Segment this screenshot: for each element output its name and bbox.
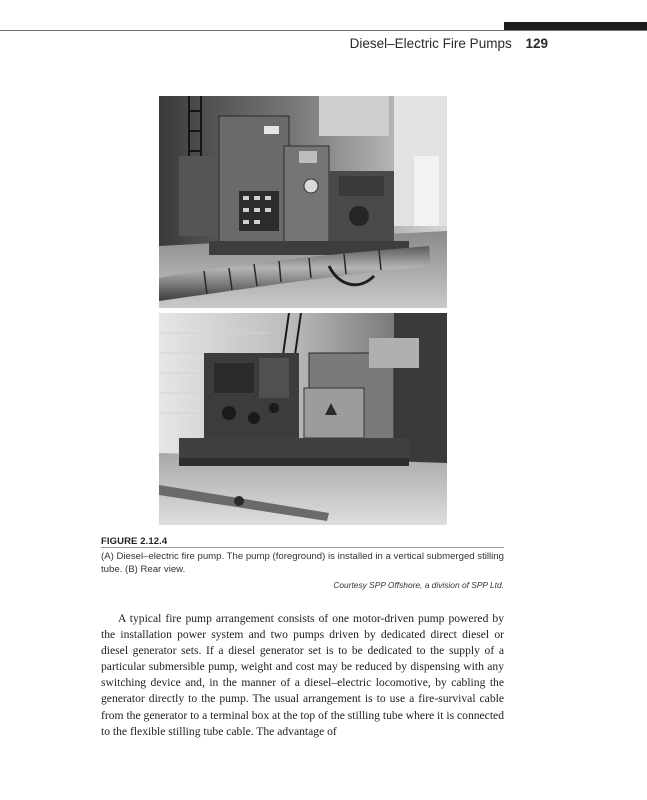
running-head-title: Diesel–Electric Fire Pumps <box>349 36 512 51</box>
figure-photo-b <box>159 313 447 525</box>
header-rule <box>0 30 647 31</box>
photo-a-image <box>159 96 447 308</box>
photo-b-image <box>159 313 447 525</box>
figure-caption: (A) Diesel–electric fire pump. The pump (foreground) is installed in a vertical submerged stilling tube. (B) Rear view. <box>101 551 504 575</box>
running-head <box>350 36 548 51</box>
body-paragraph: A typical fire pump arrangement consists of one motor-driven pump powered by the installation power system and two pumps driven by dedicated direct diesel or diesel generator sets. If a diesel generator set is to be dedicated to the supply of a particular submersible pump, weight and cost may be reduced by dispensing with any switching device and, in the manner of a diesel–electric locomotive, by cabling the generator directly to the pump. The usual arrangement is to use a fire-survival cable from the generator to a terminal box at the top of the stilling tube where it is connected to the flexible stilling tube cable. The advantage of <box>101 612 504 738</box>
caption-rule <box>101 547 504 548</box>
figure-label: FIGURE 2.12.4 <box>101 536 168 547</box>
figure-photo-a <box>159 96 447 308</box>
page-number: 129 <box>525 36 548 51</box>
figure-credit: Courtesy SPP Offshore, a division of SPP Ltd. <box>333 580 504 590</box>
